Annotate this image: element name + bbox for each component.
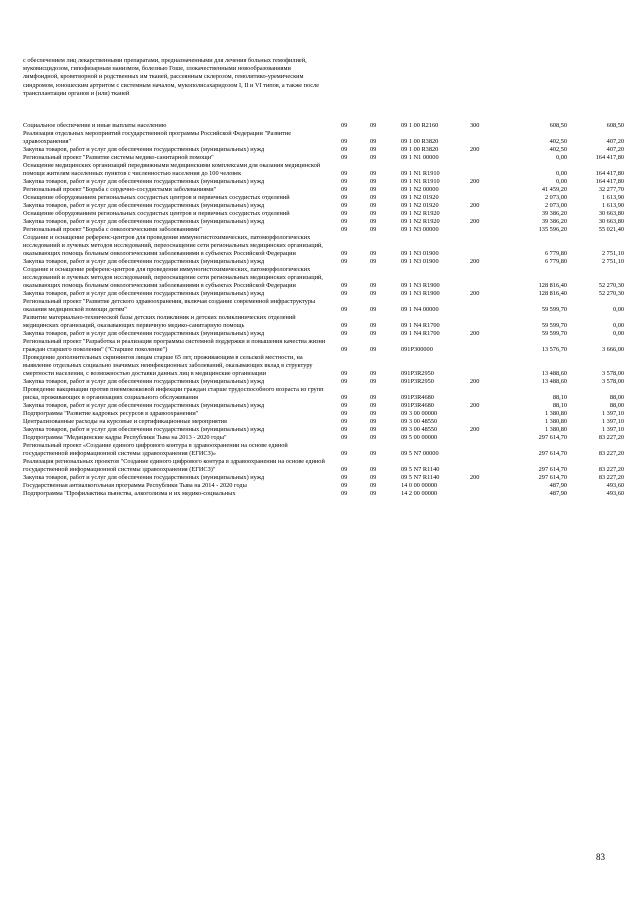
row-name: Подпрограмма "Медицинские кадры Республики Тыва на 2013 - 2020 годы" <box>23 434 227 441</box>
table-row <box>23 442 623 458</box>
row-subsection: 09 <box>370 218 377 225</box>
table-row <box>23 194 623 202</box>
row-target-code: 09 1 N3 00000 <box>401 226 439 233</box>
table-row <box>23 162 623 178</box>
row-section: 09 <box>341 346 348 353</box>
row-name: Региональный проект "Развитие детского здравоохранения, включая создание современной инфраструктуры оказания медицинской помощи детям" <box>23 298 316 313</box>
row-amount-2019: 135 596,20 <box>538 226 567 233</box>
row-section: 09 <box>341 282 348 289</box>
row-subsection: 09 <box>370 474 377 481</box>
row-name: Закупка товаров, работ и услуг для обеспечения государственных (муниципальных) нужд <box>23 202 265 209</box>
row-target-code: 09 1 N3 01900 <box>401 250 439 257</box>
row-target-code: 09 1 N2 R1920 <box>401 218 440 225</box>
table-row <box>23 386 623 402</box>
row-name: Закупка товаров, работ и услуг для обеспечения государственных (муниципальных) нужд <box>23 258 265 265</box>
row-section: 09 <box>341 418 348 425</box>
row-amount-2020: 52 270,30 <box>598 290 624 297</box>
table-row <box>23 402 623 410</box>
row-amount-2019: 88,10 <box>552 402 567 409</box>
row-name: Закупка товаров, работ и услуг для обеспечения государственных (муниципальных) нужд <box>23 330 265 337</box>
row-section: 09 <box>341 394 348 401</box>
row-amount-2020: 0,00 <box>612 322 624 329</box>
row-amount-2020: 164 417,80 <box>595 170 624 177</box>
row-subsection: 09 <box>370 490 377 497</box>
row-amount-2019: 39 386,20 <box>541 218 567 225</box>
row-name: Проведение вакцинации против пневмококковой инфекции граждан старше трудоспособного возраста из групп риска, проживающих в организациях социального обслуживания <box>23 386 324 401</box>
row-subsection: 09 <box>370 322 377 329</box>
row-subsection: 09 <box>370 394 377 401</box>
row-amount-2019: 0,00 <box>555 154 567 161</box>
row-amount-2020: 1 613,90 <box>601 202 624 209</box>
row-name: Подпрограмма "Развитие кадровых ресурсов в здравоохранении" <box>23 410 199 417</box>
row-expense-type: 200 <box>470 474 480 481</box>
row-expense-type: 200 <box>470 146 480 153</box>
row-target-code: 09 3 00 48550 <box>401 418 438 425</box>
intro-paragraph: с обеспечением лиц лекарственными препаратами, предназначенными для лечения больных гемофилией, муковисцидозом, гипофизарным нанизмом, болезнью Гоше, злокачественными новообразованиями лимфоидной, кроветворной и родственных им тканей, рассеянным склерозом, гемолитико-уремическим синдромом, юношеским артритом с системным началом, мукополисахаридозом I, II и VI типов, а также после трансплантации органов и (или) тканей <box>23 57 320 97</box>
row-subsection: 09 <box>370 482 377 489</box>
row-target-code: 09 5 N7 00000 <box>401 450 439 457</box>
table-row <box>23 330 623 338</box>
row-amount-2020: 83 227,20 <box>598 474 624 481</box>
row-target-code: 09 1 N3 R1900 <box>401 290 440 297</box>
row-name: Развитие материально-технической базы детских поликлиник и детских поликлинических отделений медицинских организаций, оказывающих первичную медико-санитарную помощь <box>23 314 296 329</box>
row-amount-2019: 59 599,70 <box>541 306 567 313</box>
table-row <box>23 378 623 386</box>
row-amount-2019: 128 816,40 <box>538 290 567 297</box>
row-target-code: 14 2 00 00000 <box>401 490 438 497</box>
budget-table <box>23 122 623 498</box>
row-amount-2019: 297 614,70 <box>538 474 567 481</box>
row-section: 09 <box>341 410 348 417</box>
row-target-code: 09 1 N1 00000 <box>401 154 439 161</box>
row-name: Региональный проект "Борьба с онкологическими заболеваниями" <box>23 226 202 233</box>
row-expense-type: 200 <box>470 258 480 265</box>
row-subsection: 09 <box>370 426 377 433</box>
row-section: 09 <box>341 474 348 481</box>
row-name: Закупка товаров, работ и услуг для обеспечения государственных (муниципальных) нужд <box>23 426 265 433</box>
row-amount-2020: 83 227,20 <box>598 434 624 441</box>
row-amount-2019: 13 576,70 <box>541 346 567 353</box>
table-row <box>23 410 623 418</box>
row-amount-2020: 32 277,70 <box>598 186 624 193</box>
table-row <box>23 298 623 314</box>
row-name: Закупка товаров, работ и услуг для обеспечения государственных (муниципальных) нужд <box>23 146 265 153</box>
row-target-code: 091P3R4680 <box>401 402 434 409</box>
table-row <box>23 434 623 442</box>
row-expense-type: 200 <box>470 290 480 297</box>
row-amount-2019: 6 779,80 <box>544 258 567 265</box>
row-section: 09 <box>341 290 348 297</box>
row-amount-2019: 0,00 <box>555 170 567 177</box>
row-amount-2020: 164 417,80 <box>595 154 624 161</box>
row-amount-2020: 608,50 <box>606 122 624 129</box>
row-section: 09 <box>341 146 348 153</box>
row-section: 09 <box>341 226 348 233</box>
row-expense-type: 200 <box>470 330 480 337</box>
row-expense-type: 200 <box>470 426 480 433</box>
row-name: Региональный проект "Развитие системы медико-санитарной помощи" <box>23 154 214 161</box>
table-row <box>23 178 623 186</box>
table-row <box>23 418 623 426</box>
row-amount-2019: 1 380,80 <box>544 418 567 425</box>
page-number: 83 <box>596 852 605 862</box>
row-section: 09 <box>341 122 348 129</box>
row-amount-2019: 402,50 <box>549 146 567 153</box>
row-name: Реализация отдельных мероприятий государственной программы Российской Федерации "Развитие здравоохранения" <box>23 130 292 145</box>
row-subsection: 09 <box>370 378 377 385</box>
row-section: 09 <box>341 450 348 457</box>
row-subsection: 09 <box>370 346 377 353</box>
row-expense-type: 200 <box>470 378 480 385</box>
row-name: Государственная антиалкогольная программа Республики Тыва на 2014 - 2020 годы <box>23 482 247 489</box>
table-row <box>23 314 623 330</box>
row-amount-2019: 0,00 <box>555 178 567 185</box>
row-section: 09 <box>341 490 348 497</box>
table-row <box>23 338 623 354</box>
row-target-code: 09 1 N2 01920 <box>401 202 439 209</box>
row-section: 09 <box>341 170 348 177</box>
row-subsection: 09 <box>370 146 377 153</box>
row-subsection: 09 <box>370 450 377 457</box>
row-amount-2019: 297 614,70 <box>538 434 567 441</box>
row-section: 09 <box>341 330 348 337</box>
row-subsection: 09 <box>370 194 377 201</box>
row-target-code: 09 1 N4 00000 <box>401 306 439 313</box>
row-target-code: 09 1 N4 R1700 <box>401 330 440 337</box>
row-amount-2019: 39 386,20 <box>541 210 567 217</box>
row-amount-2019: 13 488,60 <box>541 378 567 385</box>
row-amount-2019: 59 599,70 <box>541 322 567 329</box>
row-amount-2019: 402,50 <box>549 138 567 145</box>
row-name: Оснащение медицинских организаций передвижными медицинскими комплексами для оказания медицинской помощи жителям населенных пунктов с численностью населения до 100 человек <box>23 162 321 177</box>
row-subsection: 09 <box>370 154 377 161</box>
row-target-code: 09 3 00 00000 <box>401 410 438 417</box>
row-amount-2020: 3 578,00 <box>601 370 624 377</box>
row-subsection: 09 <box>370 122 377 129</box>
row-name: Оснащение оборудованием региональных сосудистых центров и первичных сосудистых отделений <box>23 210 290 217</box>
row-amount-2020: 493,60 <box>606 482 624 489</box>
row-name: Проведение дополнительных скринингов лицам старше 65 лет, проживающим в сельской местности, на выявление отдельных социально значимых неинфекционных заболеваний, оказывающих вклад в структуру смертности населения, с возможностью доставки данных лиц в медицинские организации <box>23 354 313 377</box>
table-row <box>23 490 623 498</box>
row-amount-2019: 128 816,40 <box>538 282 567 289</box>
table-row <box>23 354 623 378</box>
row-amount-2020: 52 270,30 <box>598 282 624 289</box>
row-amount-2020: 3 666,00 <box>601 346 624 353</box>
table-row <box>23 218 623 226</box>
row-expense-type: 300 <box>470 122 480 129</box>
row-name: Закупка товаров, работ и услуг для обеспечения государственных (муниципальных) нужд <box>23 218 265 225</box>
row-name: Создание и оснащение референс-центров для проведения иммуногистохимических, патоморфологических исследований и лучевых методов исследований, переоснащение сети региональных медицинских организаций, оказывающих помощь больным онкологическими заболеваниями в субъектах Российской Федерации <box>23 266 323 289</box>
row-name: Закупка товаров, работ и услуг для обеспечения государственных (муниципальных) нужд <box>23 474 265 481</box>
row-amount-2020: 493,60 <box>606 490 624 497</box>
row-subsection: 09 <box>370 186 377 193</box>
row-section: 09 <box>341 154 348 161</box>
row-amount-2019: 297 614,70 <box>538 450 567 457</box>
row-amount-2020: 3 578,00 <box>601 378 624 385</box>
row-subsection: 09 <box>370 290 377 297</box>
row-subsection: 09 <box>370 370 377 377</box>
row-section: 09 <box>341 178 348 185</box>
row-target-code: 09 1 00 R3820 <box>401 146 439 153</box>
row-section: 09 <box>341 466 348 473</box>
row-target-code: 09 5 N7 R1140 <box>401 474 440 481</box>
row-name: Закупка товаров, работ и услуг для обеспечения государственных (муниципальных) нужд <box>23 290 265 297</box>
row-section: 09 <box>341 306 348 313</box>
row-subsection: 09 <box>370 170 377 177</box>
row-section: 09 <box>341 434 348 441</box>
row-target-code: 09 1 N1 R1910 <box>401 178 440 185</box>
table-row <box>23 290 623 298</box>
row-amount-2020: 83 227,20 <box>598 466 624 473</box>
row-section: 09 <box>341 402 348 409</box>
row-expense-type: 200 <box>470 218 480 225</box>
row-subsection: 09 <box>370 226 377 233</box>
row-expense-type: 200 <box>470 178 480 185</box>
row-target-code: 091P3R4680 <box>401 394 434 401</box>
row-subsection: 09 <box>370 202 377 209</box>
row-name: Создание и оснащение референс-центров для проведения иммуногистохимических, патоморфологических исследований и лучевых методов исследований, переоснащение сети региональных медицинских организаций, оказывающих помощь больным онкологическими заболеваниями в субъектах Российской Федерации <box>23 234 323 257</box>
table-row <box>23 458 623 474</box>
row-amount-2020: 88,00 <box>609 402 624 409</box>
table-row <box>23 122 623 130</box>
row-section: 09 <box>341 218 348 225</box>
row-section: 09 <box>341 138 348 145</box>
row-amount-2020: 1 397,10 <box>601 426 624 433</box>
row-target-code: 09 1 00 R2160 <box>401 122 439 129</box>
table-row <box>23 226 623 234</box>
row-amount-2020: 407,20 <box>606 138 624 145</box>
row-section: 09 <box>341 370 348 377</box>
row-amount-2019: 1 380,80 <box>544 426 567 433</box>
row-section: 09 <box>341 426 348 433</box>
row-amount-2020: 0,00 <box>612 306 624 313</box>
row-subsection: 09 <box>370 418 377 425</box>
row-amount-2020: 0,00 <box>612 330 624 337</box>
row-amount-2020: 55 021,40 <box>598 226 624 233</box>
table-row <box>23 210 623 218</box>
row-expense-type: 200 <box>470 202 480 209</box>
row-amount-2020: 30 663,80 <box>598 210 624 217</box>
row-amount-2019: 487,90 <box>549 482 567 489</box>
row-amount-2019: 487,90 <box>549 490 567 497</box>
row-name: Закупка товаров, работ и услуг для обеспечения государственных (муниципальных) нужд <box>23 378 265 385</box>
row-amount-2020: 2 751,10 <box>601 258 624 265</box>
row-amount-2019: 13 488,60 <box>541 370 567 377</box>
row-name: Социальное обеспечение и иные выплаты населению <box>23 122 167 129</box>
row-section: 09 <box>341 250 348 257</box>
table-row <box>23 258 623 266</box>
row-subsection: 09 <box>370 434 377 441</box>
row-subsection: 09 <box>370 410 377 417</box>
row-section: 09 <box>341 258 348 265</box>
table-row <box>23 482 623 490</box>
row-subsection: 09 <box>370 466 377 473</box>
row-amount-2019: 2 073,00 <box>544 194 567 201</box>
row-subsection: 09 <box>370 402 377 409</box>
row-name: Закупка товаров, работ и услуг для обеспечения государственных (муниципальных) нужд <box>23 178 265 185</box>
row-name: Централизованные расходы на курсовые и сертификационные мероприятия <box>23 418 227 425</box>
row-subsection: 09 <box>370 250 377 257</box>
row-amount-2020: 2 751,10 <box>601 250 624 257</box>
row-section: 09 <box>341 202 348 209</box>
row-amount-2020: 1 397,10 <box>601 410 624 417</box>
row-amount-2020: 1 397,10 <box>601 418 624 425</box>
table-row <box>23 266 623 290</box>
row-subsection: 09 <box>370 178 377 185</box>
row-target-code: 091P3R2950 <box>401 378 434 385</box>
row-target-code: 09 5 N7 R1140 <box>401 466 440 473</box>
table-row <box>23 202 623 210</box>
row-amount-2019: 41 459,20 <box>541 186 567 193</box>
row-amount-2020: 83 227,20 <box>598 450 624 457</box>
row-name: Региональный проект "Борьба с сердечно-сосудистыми заболеваниями" <box>23 186 217 193</box>
row-amount-2019: 1 380,80 <box>544 410 567 417</box>
row-name: Подпрограмма "Профилактика пьянства, алкоголизма и их медико-социальных <box>23 490 236 497</box>
row-target-code: 091P300000 <box>401 346 433 353</box>
table-row <box>23 234 623 258</box>
row-subsection: 09 <box>370 138 377 145</box>
row-name: Региональный проект «Создание единого цифрового контура в здравоохранении на основе единой государственной информационной системы здравоохранения (ЕГИСЗ)» <box>23 442 288 457</box>
row-section: 09 <box>341 482 348 489</box>
row-amount-2019: 59 599,70 <box>541 330 567 337</box>
row-target-code: 09 1 N2 R1920 <box>401 210 440 217</box>
row-amount-2020: 30 663,80 <box>598 218 624 225</box>
row-section: 09 <box>341 378 348 385</box>
row-amount-2020: 164 417,80 <box>595 178 624 185</box>
row-target-code: 09 1 N2 00000 <box>401 186 439 193</box>
row-subsection: 09 <box>370 306 377 313</box>
row-target-code: 09 1 00 R3820 <box>401 138 439 145</box>
row-subsection: 09 <box>370 258 377 265</box>
row-amount-2020: 1 613,90 <box>601 194 624 201</box>
row-section: 09 <box>341 194 348 201</box>
row-name: Региональный проект "Разработка и реализация программы системной поддержки и повышения качества жизни граждан старшего поколения" ("Старшее поколение") <box>23 338 326 353</box>
row-subsection: 09 <box>370 210 377 217</box>
row-section: 09 <box>341 322 348 329</box>
row-name: Закупка товаров, работ и услуг для обеспечения государственных (муниципальных) нужд <box>23 402 265 409</box>
row-amount-2020: 407,20 <box>606 146 624 153</box>
table-row <box>23 426 623 434</box>
row-target-code: 14 0 00 00000 <box>401 482 438 489</box>
row-amount-2019: 2 073,00 <box>544 202 567 209</box>
table-row <box>23 474 623 482</box>
row-target-code: 09 1 N3 R1900 <box>401 282 440 289</box>
row-target-code: 09 5 00 00000 <box>401 434 438 441</box>
table-row <box>23 186 623 194</box>
table-row <box>23 154 623 162</box>
row-amount-2019: 608,50 <box>549 122 567 129</box>
row-target-code: 09 1 N4 R1700 <box>401 322 440 329</box>
row-subsection: 09 <box>370 282 377 289</box>
row-target-code: 09 3 00 48550 <box>401 426 438 433</box>
row-target-code: 09 1 N2 01920 <box>401 194 439 201</box>
row-target-code: 09 1 N3 01900 <box>401 258 439 265</box>
row-section: 09 <box>341 210 348 217</box>
row-expense-type: 200 <box>470 402 480 409</box>
row-amount-2019: 297 614,70 <box>538 466 567 473</box>
row-section: 09 <box>341 186 348 193</box>
row-name: Реализация региональных проектов "Создание единого цифрового контура в здравоохранении на основе единой государственной информационной системы здравоохранения (ЕГИСЗ)" <box>23 458 325 473</box>
table-row <box>23 146 623 154</box>
row-target-code: 09 1 N1 R1910 <box>401 170 440 177</box>
row-name: Оснащение оборудованием региональных сосудистых центров и первичных сосудистых отделений <box>23 194 290 201</box>
table-row <box>23 130 623 146</box>
row-amount-2019: 6 779,80 <box>544 250 567 257</box>
row-subsection: 09 <box>370 330 377 337</box>
row-target-code: 091P3R2950 <box>401 370 434 377</box>
row-amount-2019: 88,10 <box>552 394 567 401</box>
row-amount-2020: 88,00 <box>609 394 624 401</box>
